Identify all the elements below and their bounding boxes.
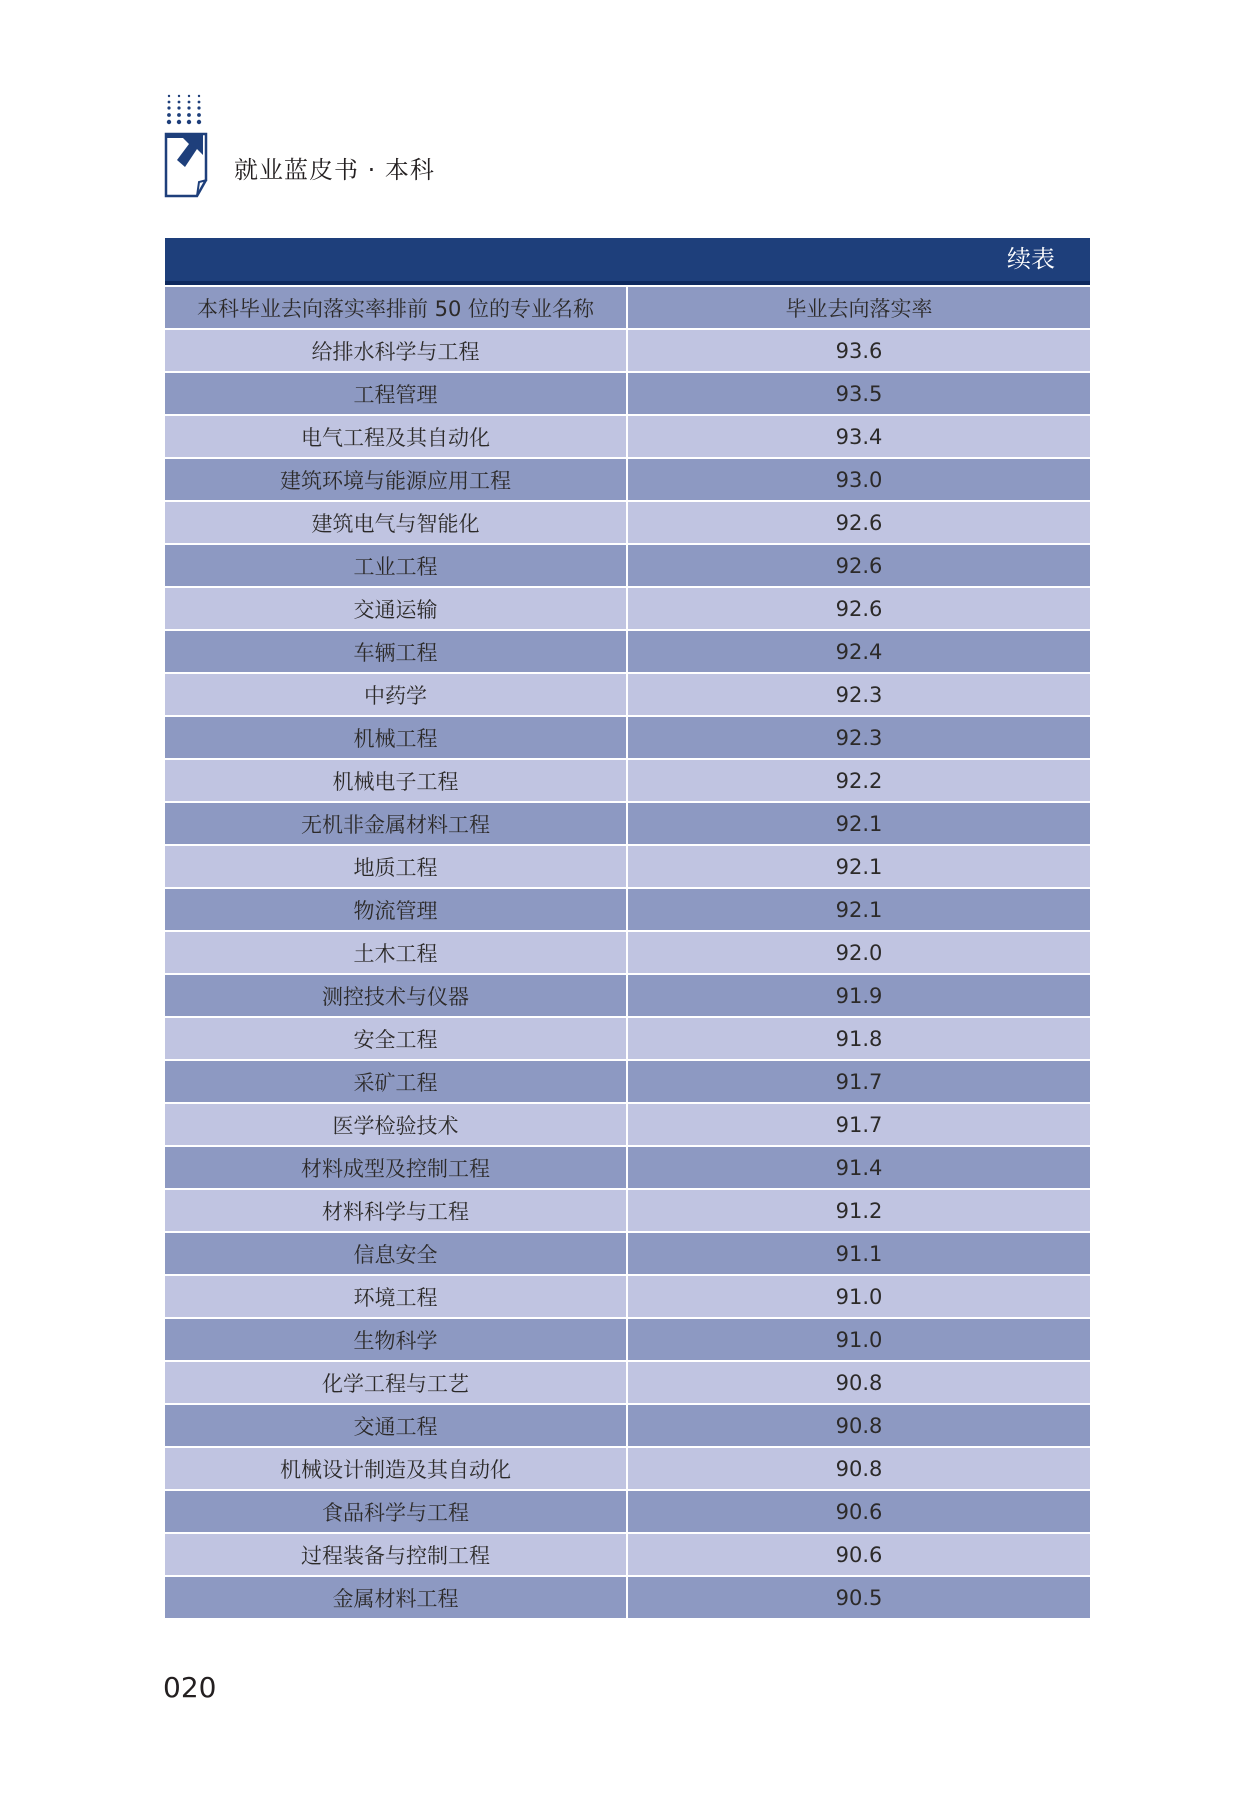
- document-arrow-icon: [163, 92, 211, 200]
- rate-cell: 93.6: [628, 330, 1090, 371]
- major-name-cell: 建筑环境与能源应用工程: [165, 459, 626, 500]
- major-name-cell: 环境工程: [165, 1276, 626, 1317]
- table-row: [165, 1276, 1090, 1317]
- table-caption: 续表: [165, 238, 1090, 285]
- rate-cell: 93.0: [628, 459, 1090, 500]
- rate-cell: 90.6: [628, 1534, 1090, 1575]
- major-name-cell: 化学工程与工艺: [165, 1362, 626, 1403]
- table-header-row: [165, 287, 1090, 328]
- rate-cell: 92.6: [628, 588, 1090, 629]
- rate-cell: 91.7: [628, 1104, 1090, 1145]
- rate-cell: 91.2: [628, 1190, 1090, 1231]
- major-name-cell: 机械电子工程: [165, 760, 626, 801]
- table-row: [165, 1448, 1090, 1489]
- major-name-cell: 采矿工程: [165, 1061, 626, 1102]
- header-title: 就业蓝皮书 · 本科: [234, 156, 435, 184]
- rate-cell: 90.8: [628, 1448, 1090, 1489]
- table-row: [165, 1491, 1090, 1532]
- rate-cell: 91.0: [628, 1319, 1090, 1360]
- table-row: [165, 416, 1090, 457]
- table-row: [165, 1018, 1090, 1059]
- major-name-cell: 交通运输: [165, 588, 626, 629]
- table-row: [165, 1319, 1090, 1360]
- major-name-cell: 土木工程: [165, 932, 626, 973]
- major-name-cell: 金属材料工程: [165, 1577, 626, 1618]
- major-name-cell: 物流管理: [165, 889, 626, 930]
- table-row: [165, 1061, 1090, 1102]
- rate-cell: 92.6: [628, 545, 1090, 586]
- rate-cell: 92.3: [628, 717, 1090, 758]
- table-body: [165, 330, 1090, 1618]
- major-name-cell: 无机非金属材料工程: [165, 803, 626, 844]
- rate-cell: 92.6: [628, 502, 1090, 543]
- major-name-cell: 医学检验技术: [165, 1104, 626, 1145]
- major-name-cell: 生物科学: [165, 1319, 626, 1360]
- table-row: [165, 975, 1090, 1016]
- major-name-cell: 信息安全: [165, 1233, 626, 1274]
- column-header-major: 本科毕业去向落实率排前 50 位的专业名称: [165, 287, 626, 328]
- running-header: [163, 92, 663, 202]
- table-row: [165, 674, 1090, 715]
- table-row: [165, 330, 1090, 371]
- table-row: [165, 717, 1090, 758]
- table-row: [165, 1147, 1090, 1188]
- data-table: [165, 238, 1090, 1618]
- rate-cell: 90.8: [628, 1405, 1090, 1446]
- major-name-cell: 电气工程及其自动化: [165, 416, 626, 457]
- rate-cell: 91.4: [628, 1147, 1090, 1188]
- rate-cell: 90.8: [628, 1362, 1090, 1403]
- major-name-cell: 安全工程: [165, 1018, 626, 1059]
- table-row: [165, 846, 1090, 887]
- major-name-cell: 中药学: [165, 674, 626, 715]
- major-name-cell: 测控技术与仪器: [165, 975, 626, 1016]
- table-row: [165, 803, 1090, 844]
- rate-cell: 91.7: [628, 1061, 1090, 1102]
- table-row: [165, 545, 1090, 586]
- rate-cell: 92.1: [628, 803, 1090, 844]
- rate-cell: 90.6: [628, 1491, 1090, 1532]
- rate-cell: 92.1: [628, 846, 1090, 887]
- table-row: [165, 1190, 1090, 1231]
- table-row: [165, 1362, 1090, 1403]
- major-name-cell: 机械设计制造及其自动化: [165, 1448, 626, 1489]
- table-row: [165, 459, 1090, 500]
- table-row: [165, 1233, 1090, 1274]
- table-row: [165, 1534, 1090, 1575]
- table-row: [165, 932, 1090, 973]
- rate-cell: 92.3: [628, 674, 1090, 715]
- rate-cell: 92.2: [628, 760, 1090, 801]
- rate-cell: 93.4: [628, 416, 1090, 457]
- rate-cell: 92.4: [628, 631, 1090, 672]
- rate-cell: 91.9: [628, 975, 1090, 1016]
- page-number: 020: [163, 1671, 217, 1704]
- table-row: [165, 1104, 1090, 1145]
- table-row: [165, 889, 1090, 930]
- major-name-cell: 给排水科学与工程: [165, 330, 626, 371]
- table-row: [165, 760, 1090, 801]
- major-name-cell: 车辆工程: [165, 631, 626, 672]
- rate-cell: 92.0: [628, 932, 1090, 973]
- major-name-cell: 地质工程: [165, 846, 626, 887]
- major-name-cell: 材料科学与工程: [165, 1190, 626, 1231]
- rate-cell: 91.0: [628, 1276, 1090, 1317]
- major-name-cell: 食品科学与工程: [165, 1491, 626, 1532]
- rate-cell: 93.5: [628, 373, 1090, 414]
- rate-cell: 92.1: [628, 889, 1090, 930]
- table-row: [165, 502, 1090, 543]
- rate-cell: 91.8: [628, 1018, 1090, 1059]
- major-name-cell: 工程管理: [165, 373, 626, 414]
- rate-cell: 90.5: [628, 1577, 1090, 1618]
- column-header-rate: 毕业去向落实率: [628, 287, 1090, 328]
- table-row: [165, 588, 1090, 629]
- major-name-cell: 机械工程: [165, 717, 626, 758]
- major-name-cell: 材料成型及控制工程: [165, 1147, 626, 1188]
- major-name-cell: 工业工程: [165, 545, 626, 586]
- rate-cell: 91.1: [628, 1233, 1090, 1274]
- major-name-cell: 建筑电气与智能化: [165, 502, 626, 543]
- table-row: [165, 1405, 1090, 1446]
- major-name-cell: 交通工程: [165, 1405, 626, 1446]
- table-row: [165, 1577, 1090, 1618]
- major-name-cell: 过程装备与控制工程: [165, 1534, 626, 1575]
- table-row: [165, 631, 1090, 672]
- table-row: [165, 373, 1090, 414]
